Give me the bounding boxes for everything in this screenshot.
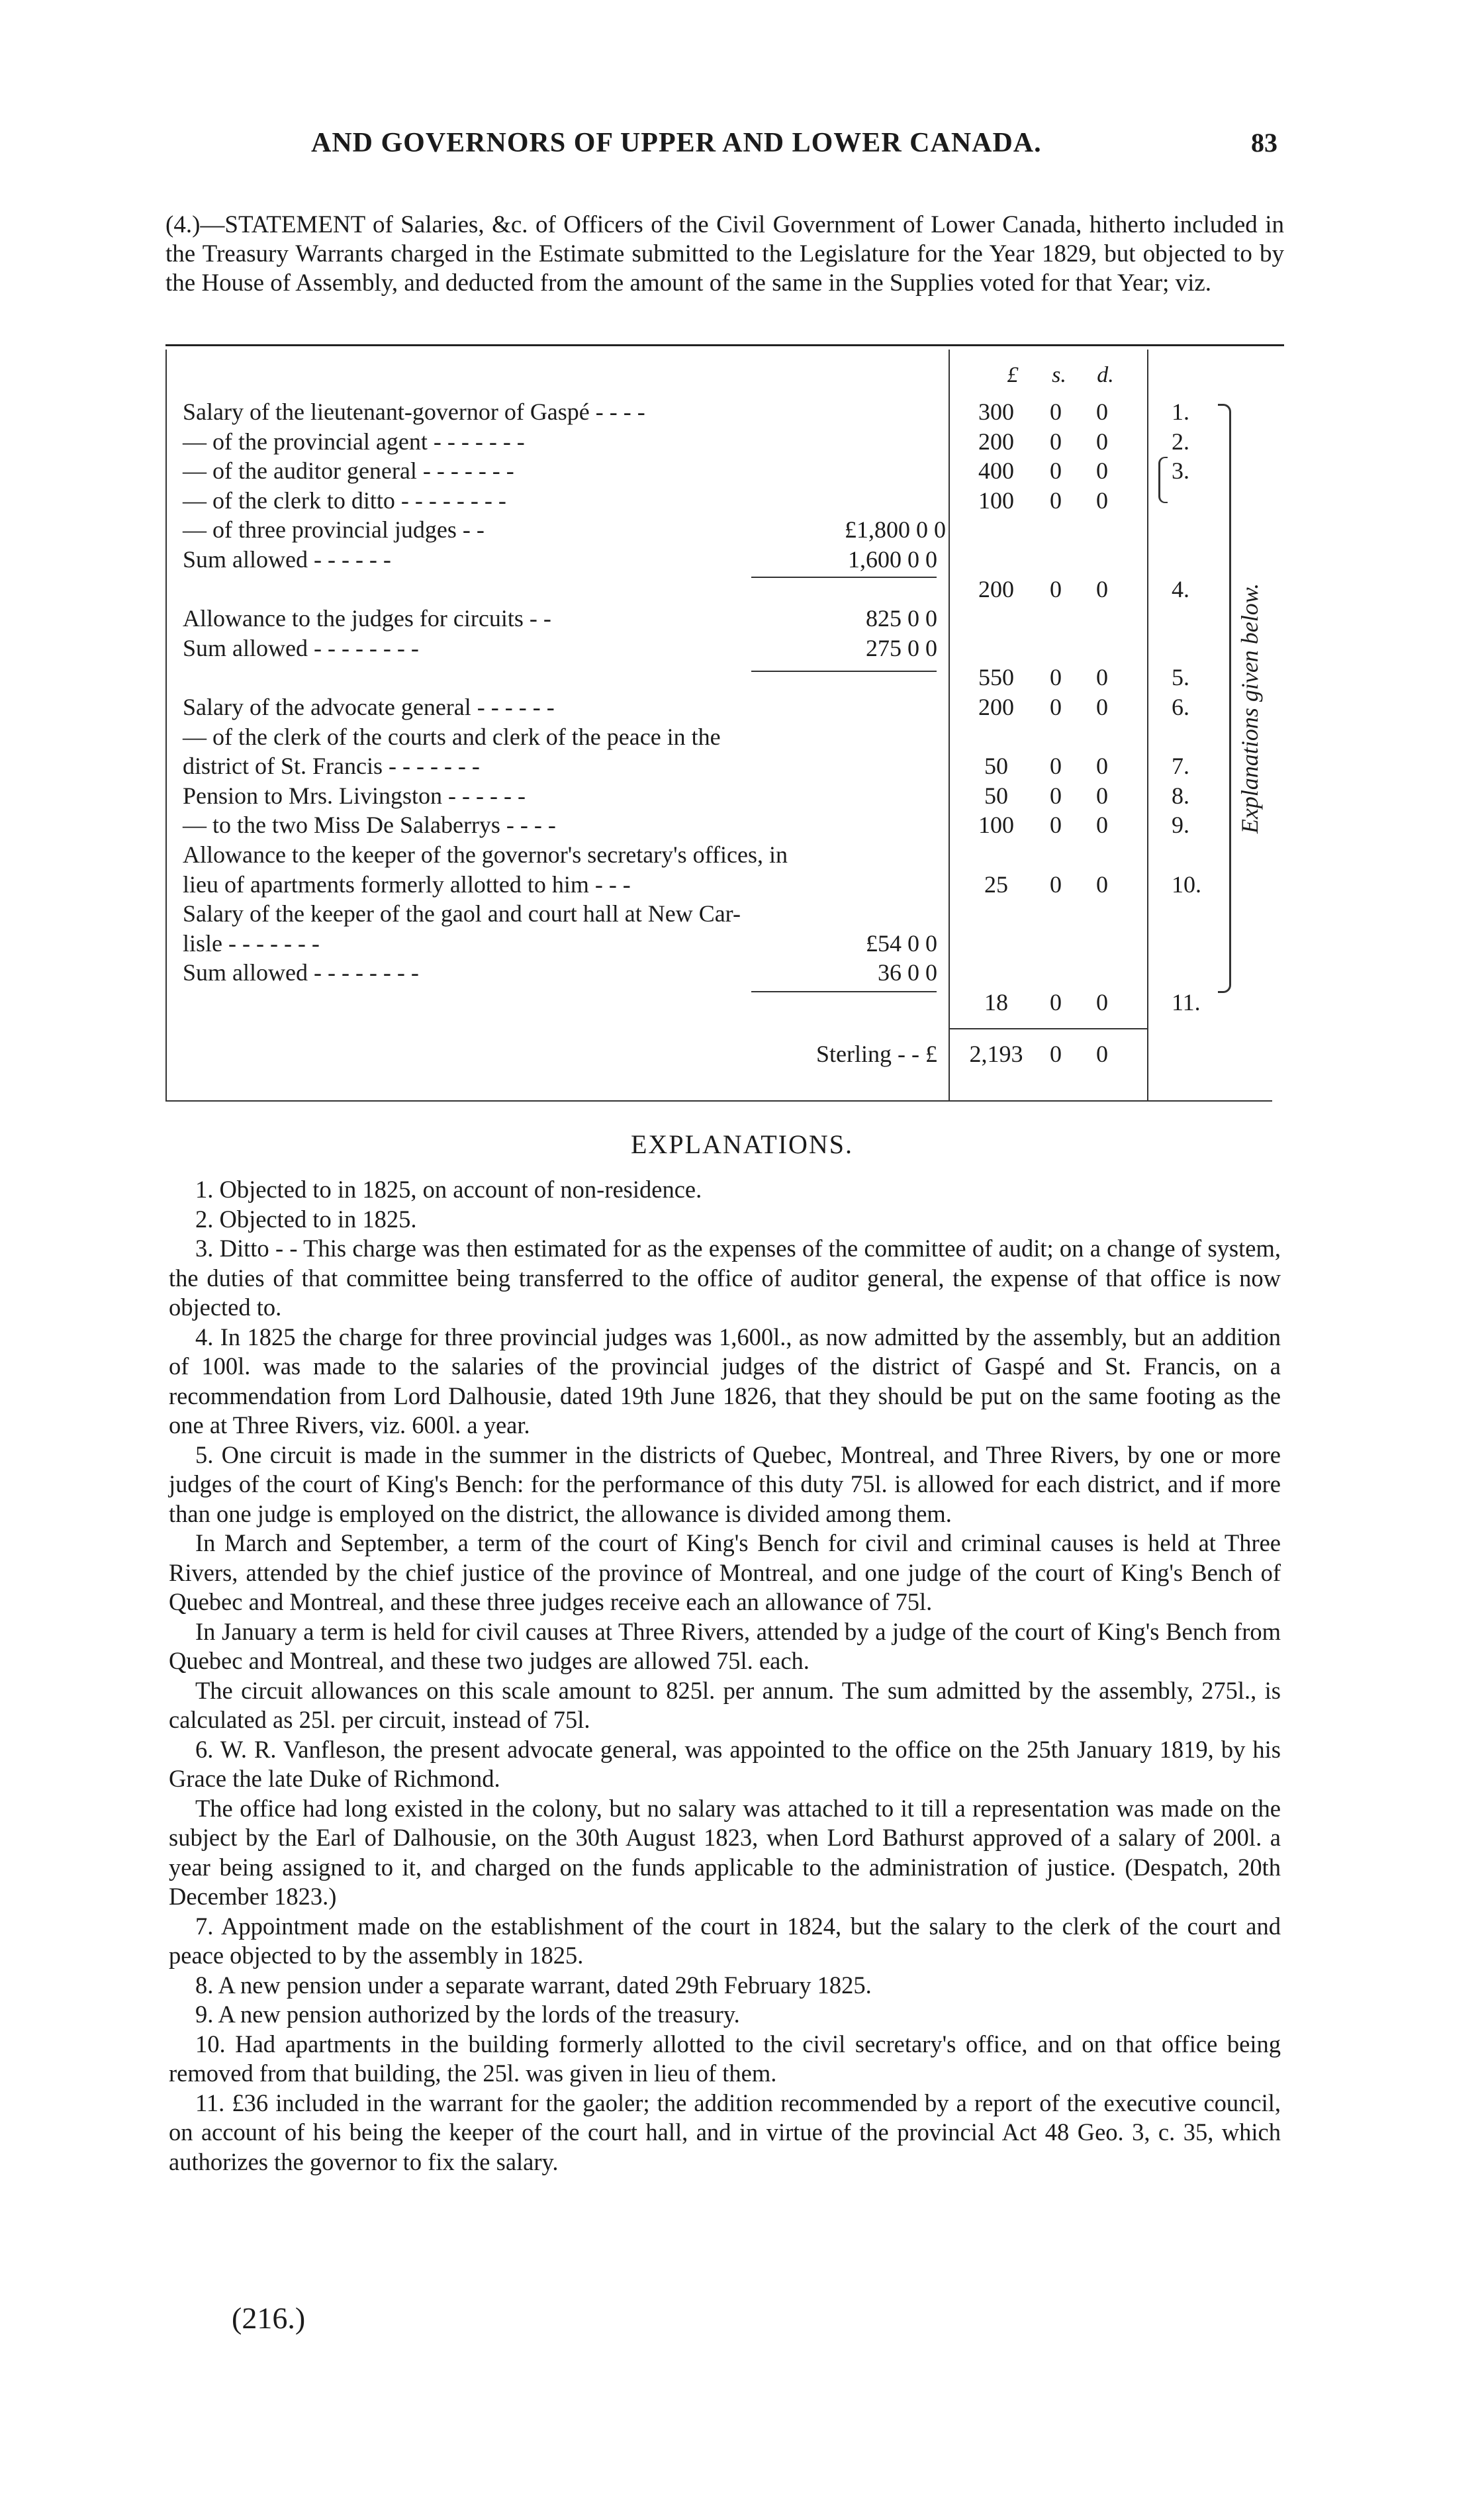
table-row bbox=[183, 427, 937, 456]
table-top-rule bbox=[165, 344, 1284, 346]
row-inner-amount: £54 0 0 bbox=[866, 930, 937, 957]
row-label: — of the clerk to ditto - - - - - - - - bbox=[183, 487, 506, 514]
row-amount bbox=[960, 870, 1138, 899]
shillings-cell: 0 bbox=[1050, 428, 1062, 455]
row-amount bbox=[960, 781, 1138, 810]
row-reference: 2. bbox=[1172, 428, 1189, 455]
total-row bbox=[183, 1039, 937, 1068]
pence-cell: 0 bbox=[1096, 487, 1108, 514]
table-row bbox=[183, 575, 937, 604]
total-amount bbox=[960, 1039, 1138, 1068]
row-amount bbox=[960, 751, 1138, 781]
row-amount bbox=[960, 545, 1138, 574]
money-column-right-rule bbox=[1147, 350, 1148, 1102]
table-row bbox=[183, 397, 937, 426]
total-label: Sterling - - £ bbox=[816, 1041, 937, 1067]
row-amount bbox=[960, 899, 1138, 928]
row-label: Allowance to the judges for circuits - - bbox=[183, 605, 551, 632]
pounds-cell: 25 bbox=[984, 871, 1008, 898]
table-row bbox=[183, 781, 937, 810]
pounds-cell: 100 bbox=[978, 487, 1014, 514]
row-amount bbox=[960, 486, 1138, 515]
sheet-number: (216.) bbox=[232, 2301, 306, 2335]
row-reference: 10. bbox=[1172, 871, 1201, 898]
explanation-paragraph: 4. In 1825 the charge for three provincial judges was 1,600l., as now admitted by the assembly, but an addition of 100l. was made to the salaries of the provincial judges of the district of Gaspé and St. Francis, on a recommendation from Lord Dalhousie, dated 19th June 1826, that they should be put on the same footing as the one at Three Rivers, viz. 600l. a year. bbox=[169, 1323, 1281, 1439]
money-column-left-rule bbox=[949, 350, 950, 1102]
row-amount bbox=[960, 958, 1138, 987]
explanation-paragraph: 6. W. R. Vanfleson, the present advocate general, was appointed to the office on the 25th January 1819, by his Grace the late Duke of Richmond. bbox=[169, 1735, 1281, 1792]
row-reference: 6. bbox=[1172, 694, 1189, 720]
row-reference: 3. bbox=[1172, 457, 1189, 484]
shillings-cell: 0 bbox=[1050, 871, 1062, 898]
shillings-cell: 0 bbox=[1050, 399, 1062, 425]
row-label: — of the clerk of the courts and clerk of the peace in the bbox=[183, 724, 721, 750]
row-label: Sum allowed - - - - - - bbox=[183, 546, 391, 573]
pounds-cell: 50 bbox=[984, 782, 1008, 809]
pounds-cell: 100 bbox=[978, 812, 1014, 838]
explanation-paragraph: In January a term is held for civil causes at Three Rivers, attended by a judge of the court of King's Bench from Quebec and Montreal, and these two judges are allowed 75l. each. bbox=[169, 1617, 1281, 1674]
brace-items-3-4 bbox=[1158, 457, 1168, 503]
table-row bbox=[183, 486, 937, 515]
row-label: Allowance to the keeper of the governor's secretary's offices, in bbox=[183, 841, 788, 868]
shillings-cell: 0 bbox=[1050, 664, 1062, 690]
subtotal-rule bbox=[751, 577, 937, 578]
explanation-paragraph: 8. A new pension under a separate warrant, dated 29th February 1825. bbox=[195, 1971, 872, 1999]
pounds-cell: 400 bbox=[978, 457, 1014, 484]
table-row bbox=[183, 840, 937, 869]
row-amount bbox=[960, 929, 1138, 958]
table-row bbox=[183, 663, 937, 692]
total-pounds: 2,193 bbox=[969, 1041, 1023, 1067]
side-label bbox=[1230, 543, 1270, 874]
explanations-title: EXPLANATIONS. bbox=[631, 1129, 853, 1159]
row-amount bbox=[960, 575, 1138, 604]
row-amount bbox=[960, 692, 1138, 722]
pounds-cell: 300 bbox=[978, 399, 1014, 425]
explanation-paragraph: 3. Ditto - - This charge was then estimated for as the expenses of the committee of audit; on a change of system, the duties of that committee being transferred to the office of auditor general, the expense of that office is now objected to. bbox=[169, 1235, 1281, 1321]
statement-heading: (4.)—STATEMENT of Salaries, &c. of Officers of the Civil Government of Lower Canada, hitherto included in the Treasury Warrants charged in the Estimate submitted to the Legislature for the Year 1829, but objected to by the House of Assembly, and deducted from the amount of the same in the Supplies voted for that Year; viz. bbox=[165, 211, 1284, 297]
row-label: district of St. Francis - - - - - - - bbox=[183, 753, 480, 779]
explanations-body bbox=[169, 1175, 1281, 2177]
table-row bbox=[183, 634, 937, 663]
pence-cell: 0 bbox=[1096, 782, 1108, 809]
pounds-cell: 18 bbox=[984, 989, 1008, 1016]
total-shillings: 0 bbox=[1050, 1041, 1062, 1067]
row-label: Sum allowed - - - - - - - - bbox=[183, 959, 419, 986]
pounds-cell: 550 bbox=[978, 664, 1014, 690]
pounds-cell: 200 bbox=[978, 428, 1014, 455]
subtotal-rule bbox=[751, 671, 937, 672]
explanation-paragraph: The office had long existed in the colony, but no salary was attached to it till a representation was made on the subject by the Earl of Dalhousie, on the 30th August 1823, when Lord Bathurst approved of a salary of 200l. a year being assigned to it, and charged on the funds applicable to the administration of justice. (Despatch, 20th December 1823.) bbox=[169, 1794, 1281, 1910]
table-row bbox=[183, 751, 937, 781]
row-label: Salary of the advocate general - - - - - - bbox=[183, 694, 555, 720]
table-row bbox=[183, 515, 946, 544]
row-label: Sum allowed - - - - - - - - bbox=[183, 635, 419, 661]
explanation-paragraph: 7. Appointment made on the establishment of the court in 1824, but the salary to the clerk of the court and peace objected to by the assembly in 1825. bbox=[169, 1912, 1281, 1969]
row-inner-amount: 36 0 0 bbox=[878, 959, 937, 986]
table-row bbox=[183, 545, 937, 574]
shillings-cell: 0 bbox=[1050, 812, 1062, 838]
pence-header: d. bbox=[1097, 363, 1114, 387]
row-amount bbox=[960, 427, 1138, 456]
pence-cell: 0 bbox=[1096, 871, 1108, 898]
row-label: Salary of the keeper of the gaol and court hall at New Car- bbox=[183, 900, 741, 927]
row-amount bbox=[960, 810, 1138, 839]
shillings-cell: 0 bbox=[1050, 989, 1062, 1016]
row-amount bbox=[960, 456, 1138, 485]
shillings-cell: 0 bbox=[1050, 782, 1062, 809]
pounds-cell: 200 bbox=[978, 694, 1014, 720]
explanation-paragraph: 10. Had apartments in the building formerly allotted to the civil secretary's office, and on that office being removed from that building, the 25l. was given in lieu of them. bbox=[169, 2030, 1281, 2087]
row-amount bbox=[960, 604, 1138, 633]
side-label-text: Explanations given below. bbox=[1236, 583, 1263, 834]
table-row bbox=[183, 870, 937, 899]
row-label: lisle - - - - - - - bbox=[183, 930, 320, 957]
explanation-paragraph: 5. One circuit is made in the summer in the districts of Quebec, Montreal, and Three Rivers, by one or more judges of the court of King's Bench: for the performance of this duty 75l. is allowed for each district, and if more than one judge is employed on the district, the allowance is divided among them. bbox=[169, 1441, 1281, 1527]
pence-cell: 0 bbox=[1096, 457, 1108, 484]
explanation-paragraph: 11. £36 included in the warrant for the gaoler; the addition recommended by a report of the executive council, on account of his being the keeper of the court hall, and in virtue of the provincial Act 48 Geo. 3, c. 35, which authorizes the governor to fix the salary. bbox=[169, 2089, 1281, 2175]
running-head: AND GOVERNORS OF UPPER AND LOWER CANADA. bbox=[311, 128, 1042, 158]
explanation-paragraph: 1. Objected to in 1825, on account of non-residence. bbox=[195, 1176, 702, 1203]
pence-cell: 0 bbox=[1096, 989, 1108, 1016]
row-reference: 8. bbox=[1172, 782, 1189, 809]
explanations-brace bbox=[1218, 404, 1231, 993]
row-label: — of three provincial judges - - bbox=[183, 516, 485, 543]
table-row bbox=[183, 604, 937, 633]
shillings-cell: 0 bbox=[1050, 694, 1062, 720]
shillings-header: s. bbox=[1052, 363, 1066, 387]
row-label: — of the provincial agent - - - - - - - bbox=[183, 428, 525, 455]
page-number: 83 bbox=[1251, 128, 1277, 158]
row-amount bbox=[960, 515, 1138, 544]
pence-cell: 0 bbox=[1096, 576, 1108, 602]
row-reference: 5. bbox=[1172, 664, 1189, 690]
pence-cell: 0 bbox=[1096, 694, 1108, 720]
row-amount bbox=[960, 663, 1138, 692]
row-amount bbox=[960, 840, 1138, 869]
row-amount bbox=[960, 988, 1138, 1017]
explanation-paragraph: 2. Objected to in 1825. bbox=[195, 1205, 417, 1233]
pounds-cell: 200 bbox=[978, 576, 1014, 602]
explanation-paragraph: The circuit allowances on this scale amount to 825l. per annum. The sum admitted by the assembly, 275l., is calculated as 25l. per circuit, instead of 75l. bbox=[169, 1676, 1281, 1733]
pence-cell: 0 bbox=[1096, 812, 1108, 838]
row-inner-amount: 825 0 0 bbox=[866, 605, 937, 632]
pence-cell: 0 bbox=[1096, 428, 1108, 455]
row-reference: 7. bbox=[1172, 753, 1189, 779]
table-row bbox=[183, 722, 937, 751]
explanation-paragraph: In March and September, a term of the court of King's Bench for civil and criminal causes is held at Three Rivers, attended by the chief justice of the province of Montreal, and one judge of the court of King's Bench of Quebec and Montreal, and these three judges receive each an allowance of 75l. bbox=[169, 1529, 1281, 1615]
currency-headers bbox=[990, 363, 1135, 388]
shillings-cell: 0 bbox=[1050, 753, 1062, 779]
subtotal-rule bbox=[751, 991, 937, 992]
total-rule bbox=[949, 1028, 1147, 1029]
table-row bbox=[183, 958, 937, 987]
row-label: — to the two Miss De Salaberrys - - - - bbox=[183, 812, 556, 838]
shillings-cell: 0 bbox=[1050, 487, 1062, 514]
pence-cell: 0 bbox=[1096, 664, 1108, 690]
table-row bbox=[183, 692, 937, 722]
table-row bbox=[183, 810, 937, 839]
pence-cell: 0 bbox=[1096, 399, 1108, 425]
row-label: — of the auditor general - - - - - - - bbox=[183, 457, 514, 484]
row-label: Salary of the lieutenant-governor of Gaspé - - - - bbox=[183, 399, 645, 425]
pence-cell: 0 bbox=[1096, 753, 1108, 779]
row-label: lieu of apartments formerly allotted to him - - - bbox=[183, 871, 631, 898]
row-inner-amount: £1,800 0 0 bbox=[845, 516, 946, 543]
total-pence: 0 bbox=[1096, 1041, 1108, 1067]
table-row bbox=[183, 899, 937, 928]
table-row bbox=[183, 929, 937, 958]
row-inner-amount: 275 0 0 bbox=[866, 635, 937, 661]
table-row bbox=[183, 456, 937, 485]
shillings-cell: 0 bbox=[1050, 457, 1062, 484]
pounds-cell: 50 bbox=[984, 753, 1008, 779]
explanation-paragraph: 9. A new pension authorized by the lords of the treasury. bbox=[195, 2001, 740, 2028]
shillings-cell: 0 bbox=[1050, 576, 1062, 602]
row-amount bbox=[960, 397, 1138, 426]
row-reference: 9. bbox=[1172, 812, 1189, 838]
row-label: Pension to Mrs. Livingston - - - - - - bbox=[183, 782, 526, 809]
row-reference: 4. bbox=[1172, 576, 1189, 602]
row-inner-amount: 1,600 0 0 bbox=[848, 546, 937, 573]
row-reference: 1. bbox=[1172, 399, 1189, 425]
row-reference: 11. bbox=[1172, 989, 1201, 1016]
pounds-header: £ bbox=[1007, 363, 1019, 387]
row-amount bbox=[960, 634, 1138, 663]
row-amount bbox=[960, 722, 1138, 751]
